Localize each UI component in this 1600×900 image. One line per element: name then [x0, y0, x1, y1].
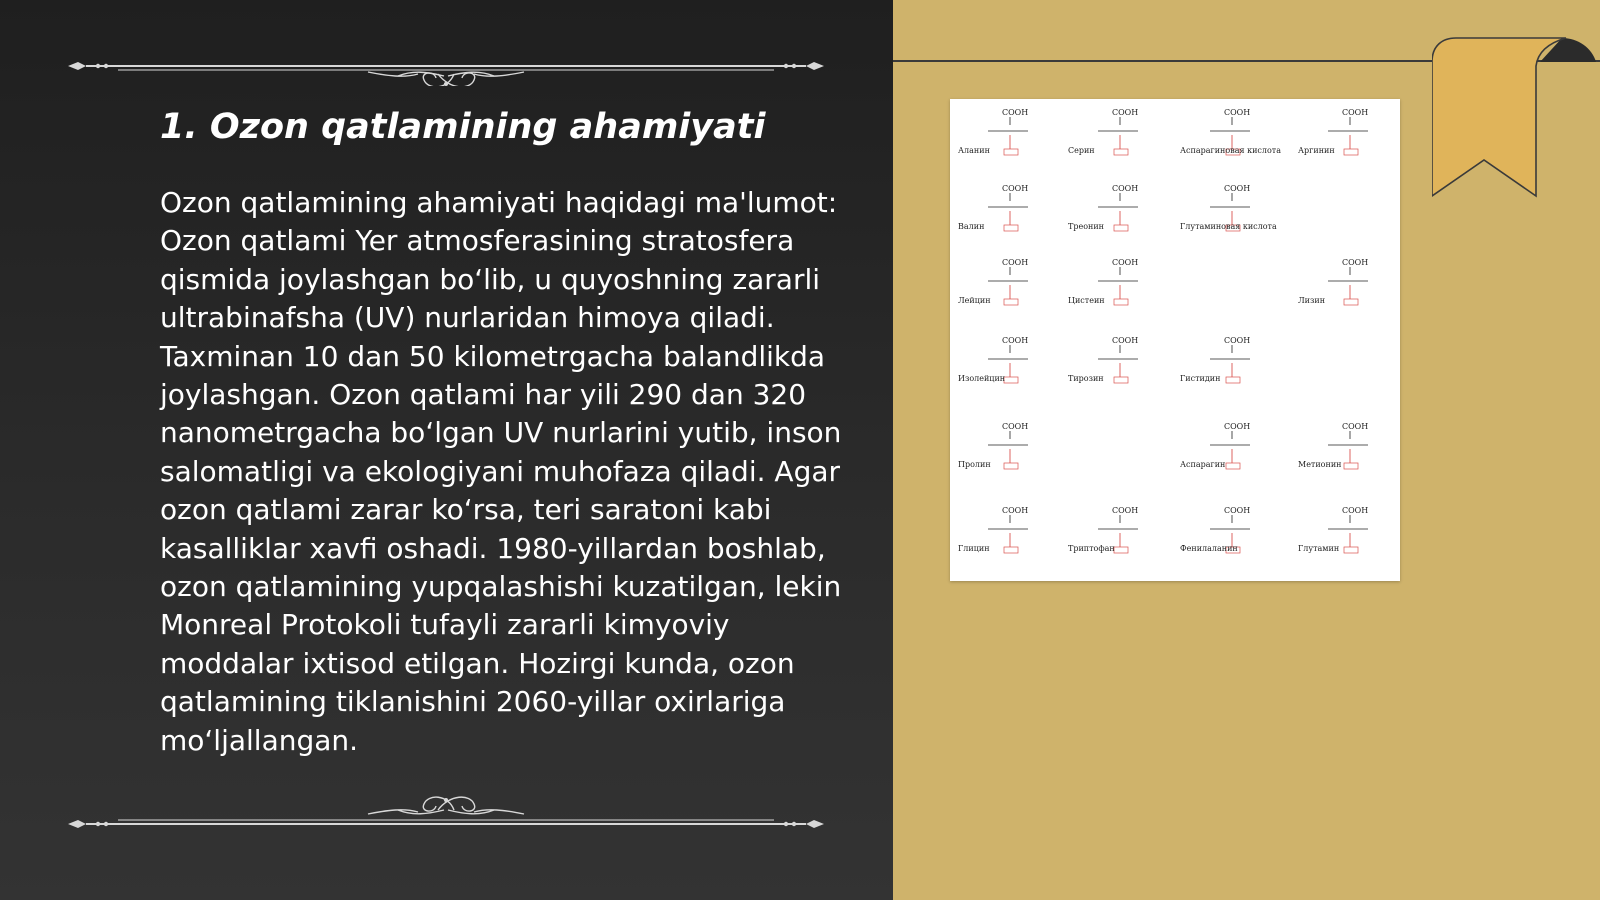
cooh-label: COOH	[1112, 506, 1139, 515]
amino-acid-label: Аспарагин	[1180, 460, 1226, 469]
cooh-label: COOH	[1224, 184, 1251, 193]
amino-acid-label: Глутаминовая кислота	[1180, 222, 1277, 231]
amino-acid-label: Треонин	[1068, 222, 1105, 231]
side-chain-group	[1114, 149, 1128, 155]
amino-acid-label: Триптофан	[1068, 544, 1115, 553]
side-chain-group	[1344, 463, 1358, 469]
amino-acid-label: Изолейцин	[958, 374, 1006, 383]
cooh-label: COOH	[1002, 108, 1029, 117]
cooh-label: COOH	[1112, 108, 1139, 117]
side-chain-group	[1344, 299, 1358, 305]
cooh-label: COOH	[1002, 336, 1029, 345]
side-chain-group	[1004, 149, 1018, 155]
cooh-label: COOH	[1112, 258, 1139, 267]
side-chain-group	[1004, 299, 1018, 305]
side-chain-group	[1004, 377, 1018, 383]
cooh-label: COOH	[1224, 422, 1251, 431]
cooh-label: COOH	[1342, 506, 1369, 515]
amino-acid-label: Серин	[1068, 146, 1095, 155]
cooh-label: COOH	[1224, 506, 1251, 515]
side-chain-group	[1344, 547, 1358, 553]
amino-acid-structures-image	[950, 99, 1400, 581]
side-chain-group	[1004, 547, 1018, 553]
side-chain-group	[1344, 149, 1358, 155]
side-chain-group	[1114, 547, 1128, 553]
amino-acid-label: Пролин	[958, 460, 991, 469]
top-ornament	[68, 46, 824, 86]
amino-acid-label: Валин	[958, 222, 985, 231]
side-chain-group	[1226, 377, 1240, 383]
amino-acid-label: Гистидин	[1180, 374, 1221, 383]
slide-body-text: Ozon qatlamining ahamiyati haqidagi ma'lumot: Ozon qatlami Yer atmosferasining stratosfera qismida joylashgan bo‘lib, u quyoshning zararli ultrabinafsha (UV) nurlaridan himoya qiladi. Taxminan 10 dan 50 kilometrgacha balandlikda joylashgan. Ozon qatlami har yili 290 dan 320 nanometrgacha bo‘lgan UV nurlarini yutib, inson salomatligi va ekologiyani muhofaza qiladi. Agar ozon qatlami zarar ko‘rsa, teri saratoni kabi kasalliklar xavfi oshadi. 1980-yillardan boshlab, ozon qatlamining yupqalashishi kuzatilgan, lekin Monreal Protokoli tufayli zararli kimyoviy moddalar ixtisod etilgan. Hozirgi kunda, ozon qatlamining tiklanishini 2060-yillar oxirlariga mo‘ljallangan.	[160, 186, 842, 757]
cooh-label: COOH	[1002, 184, 1029, 193]
amino-acid-label: Лизин	[1298, 296, 1326, 305]
cooh-label: COOH	[1224, 108, 1251, 117]
amino-acid-label: Аланин	[958, 146, 990, 155]
cooh-label: COOH	[1342, 108, 1369, 117]
amino-acid-label: Глицин	[958, 544, 990, 553]
cooh-label: COOH	[1224, 336, 1251, 345]
cooh-label: COOH	[1112, 184, 1139, 193]
cooh-label: COOH	[1002, 258, 1029, 267]
bookmark-ribbon-icon	[1432, 36, 1600, 206]
amino-acid-label: Метионин	[1298, 460, 1342, 469]
side-chain-group	[1226, 463, 1240, 469]
cooh-label: COOH	[1342, 422, 1369, 431]
amino-acid-label: Аспарагиновая кислота	[1180, 146, 1281, 155]
amino-acid-label: Фенилаланин	[1180, 544, 1238, 553]
side-chain-group	[1114, 377, 1128, 383]
side-chain-group	[1114, 225, 1128, 231]
side-chain-group	[1114, 299, 1128, 305]
cooh-label: COOH	[1002, 422, 1029, 431]
amino-acid-label: Глутамин	[1298, 544, 1340, 553]
slide-title: 1. Ozon qatlamining ahamiyati	[160, 107, 766, 147]
cooh-label: COOH	[1002, 506, 1029, 515]
amino-acid-label: Лейцин	[958, 296, 991, 305]
amino-acid-label: Аргинин	[1298, 146, 1335, 155]
bottom-ornament	[68, 796, 824, 836]
cooh-label: COOH	[1342, 258, 1369, 267]
side-chain-group	[1004, 463, 1018, 469]
amino-acid-label: Тирозин	[1068, 374, 1104, 383]
cooh-label: COOH	[1112, 336, 1139, 345]
side-chain-group	[1004, 225, 1018, 231]
amino-acid-label: Цистеин	[1068, 296, 1105, 305]
amino-acid-chart	[950, 99, 1400, 581]
